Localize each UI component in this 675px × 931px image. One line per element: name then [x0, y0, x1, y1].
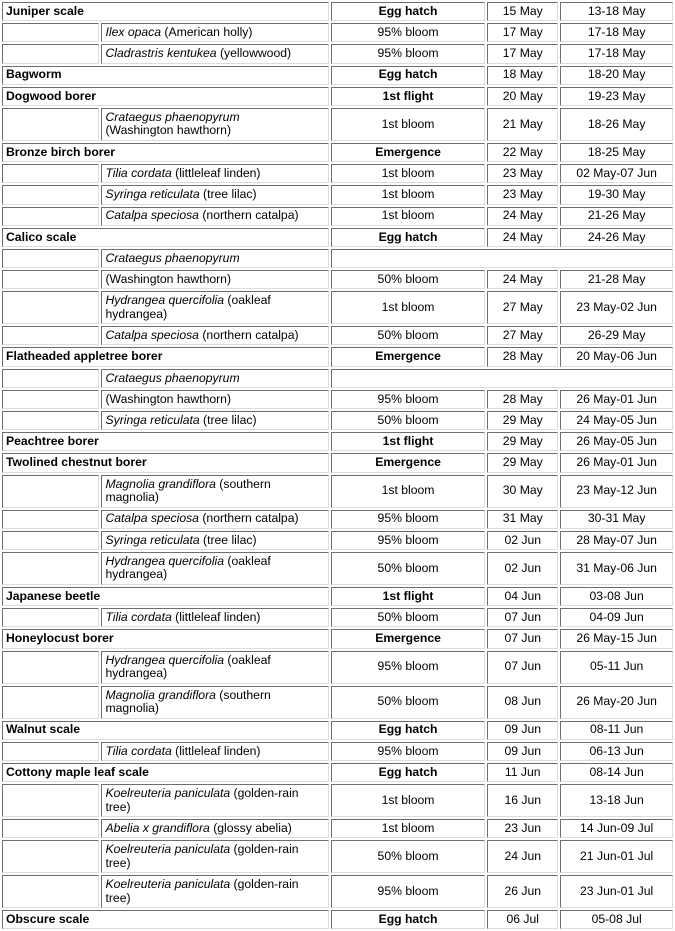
scientific-name: Crataegus phaenopyrum [105, 250, 240, 265]
scientific-name: Catalpa speciosa [105, 511, 199, 526]
common-name: (Washington hawthorn) [105, 271, 232, 286]
host-plant-cell [101, 651, 328, 684]
event-cell: Egg hatch [331, 721, 485, 740]
event-cell: 1st flight [331, 587, 485, 606]
indent-cell [2, 651, 99, 684]
common-name: (northern catalpa) [198, 511, 299, 526]
host-plant-cell [101, 531, 328, 550]
pest-name-cell: Japanese beetle [2, 587, 329, 606]
date-range-cell: 19-23 May [560, 87, 673, 106]
date-range-cell: 26 May-15 Jun [560, 629, 673, 648]
date-range-cell: 26 May-20 Jun [560, 686, 673, 719]
scientific-name: Hydrangea quercifolia [105, 293, 225, 308]
pest-row [2, 143, 673, 162]
event-cell: 1st bloom [331, 475, 485, 508]
scientific-name: Catalpa speciosa [105, 328, 199, 343]
date-range-cell: 04-09 Jun [560, 608, 673, 627]
scientific-name: Koelreuteria paniculata [105, 877, 231, 892]
event-cell: 1st bloom [331, 291, 485, 324]
date-cell: 09 Jun [487, 721, 558, 740]
host-plant-cell [101, 784, 328, 817]
scientific-name: Crataegus phaenopyrum [105, 110, 240, 125]
date-cell: 31 May [487, 510, 558, 529]
host-plant-cell [101, 291, 328, 324]
date-cell: 09 Jun [487, 742, 558, 761]
pest-name-cell: Juniper scale [2, 2, 329, 21]
plant-row [2, 291, 673, 324]
scientific-name: Tilia cordata [105, 610, 172, 625]
common-name: (American holly) [161, 25, 253, 40]
scientific-name: Magnolia grandiflora [105, 476, 216, 491]
event-cell: Egg hatch [331, 2, 485, 21]
host-plant-cell [101, 207, 328, 226]
plant-row [2, 249, 673, 268]
pest-name-cell: Obscure scale [2, 910, 329, 929]
event-cell: Egg hatch [331, 910, 485, 929]
event-cell: 1st bloom [331, 185, 485, 204]
indent-cell [2, 742, 99, 761]
date-cell: 16 Jun [487, 784, 558, 817]
scientific-name: Ilex opaca [105, 25, 162, 40]
date-range-cell: 14 Jun-09 Jul [560, 819, 673, 838]
date-cell: 23 Jun [487, 819, 558, 838]
event-cell: 50% bloom [331, 326, 485, 345]
host-plant-cell [101, 270, 328, 289]
common-name: (tree lilac) [199, 532, 257, 547]
plant-row [2, 44, 673, 63]
event-cell: 50% bloom [331, 270, 485, 289]
date-cell: 21 May [487, 108, 558, 141]
date-cell: 04 Jun [487, 587, 558, 606]
date-range-cell: 24-26 May [560, 228, 673, 247]
host-plant-cell [101, 44, 328, 63]
date-cell: 29 May [487, 453, 558, 472]
event-cell: 50% bloom [331, 686, 485, 719]
event-cell: 1st flight [331, 87, 485, 106]
date-range-cell: 20 May-06 Jun [560, 347, 673, 366]
event-cell: 50% bloom [331, 552, 485, 585]
event-cell: Egg hatch [331, 66, 485, 85]
event-cell: 95% bloom [331, 390, 485, 409]
indent-cell [2, 819, 99, 838]
scientific-name: Koelreuteria paniculata [105, 842, 231, 857]
indent-cell [2, 185, 99, 204]
plant-row [2, 510, 673, 529]
event-cell: 1st bloom [331, 207, 485, 226]
date-cell: 02 Jun [487, 531, 558, 550]
common-name: (northern catalpa) [198, 208, 299, 223]
date-cell: 27 May [487, 326, 558, 345]
event-cell: 95% bloom [331, 510, 485, 529]
indent-cell [2, 510, 99, 529]
scientific-name: Cladrastris kentukea [105, 46, 217, 61]
date-cell: 28 May [487, 347, 558, 366]
date-cell: 08 Jun [487, 686, 558, 719]
indent-cell [2, 291, 99, 324]
indent-cell [2, 23, 99, 42]
plant-row [2, 164, 673, 183]
date-cell: 02 Jun [487, 552, 558, 585]
scientific-name: Crataegus phaenopyrum [105, 370, 240, 385]
host-plant-cell [101, 369, 328, 388]
plant-row [2, 531, 673, 550]
date-range-cell: 31 May-06 Jun [560, 552, 673, 585]
host-plant-cell [101, 164, 328, 183]
date-cell: 26 Jun [487, 875, 558, 908]
plant-row [2, 23, 673, 42]
host-plant-cell [101, 23, 328, 42]
plant-row [2, 411, 673, 430]
pest-row [2, 347, 673, 366]
pest-name-cell: Cottony maple leaf scale [2, 763, 329, 782]
date-range-cell: 23 Jun-01 Jul [560, 875, 673, 908]
plant-row [2, 185, 673, 204]
common-name: (Washington hawthorn) [105, 391, 232, 406]
host-plant-cell [101, 552, 328, 585]
date-range-cell: 28 May-07 Jun [560, 531, 673, 550]
event-cell: 1st bloom [331, 164, 485, 183]
date-cell: 28 May [487, 390, 558, 409]
date-range-cell: 08-11 Jun [560, 721, 673, 740]
event-cell: Emergence [331, 347, 485, 366]
date-cell: 17 May [487, 23, 558, 42]
host-plant-cell [101, 390, 328, 409]
scientific-name: Hydrangea quercifolia [105, 652, 225, 667]
date-range-cell: 13-18 May [560, 2, 673, 21]
scientific-name: Tilia cordata [105, 166, 172, 181]
plant-row [2, 784, 673, 817]
plant-row [2, 742, 673, 761]
common-name: (oakleaf hydrangea) [105, 293, 271, 321]
host-plant-cell [101, 840, 328, 873]
plant-row [2, 475, 673, 508]
event-cell: Emergence [331, 453, 485, 472]
event-cell: Egg hatch [331, 228, 485, 247]
common-name: (golden-rain tree) [105, 786, 299, 814]
event-cell: Emergence [331, 143, 485, 162]
indent-cell [2, 840, 99, 873]
indent-cell [2, 875, 99, 908]
date-range-cell: 24 May-05 Jun [560, 411, 673, 430]
pest-name-cell: Walnut scale [2, 721, 329, 740]
event-cell: 95% bloom [331, 23, 485, 42]
host-plant-cell [101, 819, 328, 838]
common-name: (tree lilac) [199, 412, 257, 427]
indent-cell [2, 270, 99, 289]
empty-span-cell [331, 249, 673, 268]
scientific-name: Magnolia grandiflora [105, 687, 216, 702]
pest-name-cell: Twolined chestnut borer [2, 453, 329, 472]
date-range-cell: 13-18 Jun [560, 784, 673, 817]
scientific-name: Tilia cordata [105, 743, 172, 758]
event-cell: 95% bloom [331, 44, 485, 63]
scientific-name: Syringa reticulata [105, 532, 200, 547]
date-cell: 29 May [487, 432, 558, 451]
scientific-name: Syringa reticulata [105, 187, 200, 202]
date-range-cell: 26 May-01 Jun [560, 453, 673, 472]
common-name: (southern magnolia) [105, 476, 271, 505]
pest-row [2, 2, 673, 21]
indent-cell [2, 531, 99, 550]
date-cell: 07 Jun [487, 651, 558, 684]
date-cell: 07 Jun [487, 629, 558, 648]
date-range-cell: 23 May-12 Jun [560, 475, 673, 508]
date-cell: 29 May [487, 411, 558, 430]
indent-cell [2, 608, 99, 627]
common-name: (golden-rain tree) [105, 842, 299, 870]
host-plant-cell [101, 686, 328, 719]
plant-row [2, 207, 673, 226]
common-name: (tree lilac) [199, 187, 257, 202]
pest-name-cell: Flatheaded appletree borer [2, 347, 329, 366]
pest-row [2, 763, 673, 782]
host-plant-cell [101, 742, 328, 761]
date-cell: 07 Jun [487, 608, 558, 627]
date-cell: 30 May [487, 475, 558, 508]
date-range-cell: 30-31 May [560, 510, 673, 529]
event-cell: 95% bloom [331, 875, 485, 908]
indent-cell [2, 326, 99, 345]
common-name: (Washington hawthorn) [105, 123, 232, 138]
indent-cell [2, 164, 99, 183]
indent-cell [2, 411, 99, 430]
common-name: (oakleaf hydrangea) [105, 554, 271, 582]
common-name: (golden-rain tree) [105, 877, 299, 905]
indent-cell [2, 784, 99, 817]
indent-cell [2, 475, 99, 508]
pest-name-cell: Bagworm [2, 66, 329, 85]
event-cell: 95% bloom [331, 531, 485, 550]
plant-row [2, 552, 673, 585]
date-cell: 23 May [487, 185, 558, 204]
date-range-cell: 26-29 May [560, 326, 673, 345]
scientific-name: Abelia x grandiflora [105, 820, 210, 835]
date-cell: 24 Jun [487, 840, 558, 873]
scientific-name: Syringa reticulata [105, 412, 200, 427]
indent-cell [2, 44, 99, 63]
plant-row [2, 686, 673, 719]
indent-cell [2, 686, 99, 719]
pest-row [2, 87, 673, 106]
pest-name-cell: Calico scale [2, 228, 329, 247]
indent-cell [2, 249, 99, 268]
date-range-cell: 17-18 May [560, 23, 673, 42]
event-cell: 1st bloom [331, 819, 485, 838]
date-range-cell: 18-25 May [560, 143, 673, 162]
common-name: (littleleaf linden) [171, 166, 261, 181]
date-range-cell: 06-13 Jun [560, 742, 673, 761]
date-cell: 17 May [487, 44, 558, 63]
pest-name-cell: Peachtree borer [2, 432, 329, 451]
pest-name-cell: Honeylocust borer [2, 629, 329, 648]
event-cell: Egg hatch [331, 763, 485, 782]
event-cell: 1st bloom [331, 108, 485, 141]
pest-name-cell: Bronze birch borer [2, 143, 329, 162]
indent-cell [2, 207, 99, 226]
event-cell: 1st flight [331, 432, 485, 451]
date-range-cell: 26 May-05 Jun [560, 432, 673, 451]
indent-cell [2, 369, 99, 388]
host-plant-cell [101, 475, 328, 508]
date-cell: 22 May [487, 143, 558, 162]
date-cell: 18 May [487, 66, 558, 85]
common-name: (littleleaf linden) [171, 743, 261, 758]
event-cell: 50% bloom [331, 608, 485, 627]
indent-cell [2, 108, 99, 141]
host-plant-cell [101, 510, 328, 529]
indent-cell [2, 390, 99, 409]
date-range-cell: 23 May-02 Jun [560, 291, 673, 324]
host-plant-cell [101, 108, 328, 141]
date-range-cell: 05-11 Jun [560, 651, 673, 684]
date-range-cell: 18-20 May [560, 66, 673, 85]
host-plant-cell [101, 411, 328, 430]
date-range-cell: 19-30 May [560, 185, 673, 204]
scientific-name: Hydrangea quercifolia [105, 554, 225, 569]
date-range-cell: 03-08 Jun [560, 587, 673, 606]
host-plant-cell [101, 185, 328, 204]
event-cell: 50% bloom [331, 840, 485, 873]
common-name: (oakleaf hydrangea) [105, 652, 271, 680]
event-cell: 95% bloom [331, 651, 485, 684]
empty-span-cell [331, 369, 673, 388]
pest-row [2, 228, 673, 247]
date-cell: 24 May [487, 270, 558, 289]
pest-row [2, 721, 673, 740]
date-cell: 24 May [487, 228, 558, 247]
date-range-cell: 17-18 May [560, 44, 673, 63]
common-name: (northern catalpa) [198, 328, 299, 343]
plant-row [2, 369, 673, 388]
date-range-cell: 21-26 May [560, 207, 673, 226]
date-cell: 24 May [487, 207, 558, 226]
date-range-cell: 02 May-07 Jun [560, 164, 673, 183]
indent-cell [2, 552, 99, 585]
plant-row [2, 840, 673, 873]
pest-name-cell: Dogwood borer [2, 87, 329, 106]
event-cell: Emergence [331, 629, 485, 648]
common-name: (littleleaf linden) [171, 610, 261, 625]
date-cell: 11 Jun [487, 763, 558, 782]
plant-row [2, 390, 673, 409]
event-cell: 50% bloom [331, 411, 485, 430]
host-plant-cell [101, 608, 328, 627]
pest-row [2, 629, 673, 648]
event-cell: 95% bloom [331, 742, 485, 761]
date-cell: 15 May [487, 2, 558, 21]
date-cell: 27 May [487, 291, 558, 324]
phenology-table-body [2, 2, 673, 929]
pest-row [2, 432, 673, 451]
date-cell: 06 Jul [487, 910, 558, 929]
date-range-cell: 21-28 May [560, 270, 673, 289]
plant-row [2, 608, 673, 627]
plant-row [2, 875, 673, 908]
pest-row [2, 587, 673, 606]
date-range-cell: 08-14 Jun [560, 763, 673, 782]
date-range-cell: 26 May-01 Jun [560, 390, 673, 409]
event-cell: 1st bloom [331, 784, 485, 817]
pest-row [2, 453, 673, 472]
date-cell: 23 May [487, 164, 558, 183]
plant-row [2, 108, 673, 141]
host-plant-cell [101, 326, 328, 345]
host-plant-cell [101, 249, 328, 268]
plant-row [2, 819, 673, 838]
date-range-cell: 21 Jun-01 Jul [560, 840, 673, 873]
scientific-name: Koelreuteria paniculata [105, 786, 231, 801]
pest-row [2, 910, 673, 929]
scientific-name: Catalpa speciosa [105, 208, 199, 223]
plant-row [2, 651, 673, 684]
plant-row [2, 326, 673, 345]
date-cell: 20 May [487, 87, 558, 106]
common-name: (glossy abelia) [209, 820, 292, 835]
common-name: (southern magnolia) [105, 687, 271, 715]
pest-row [2, 66, 673, 85]
common-name: (yellowwood) [216, 46, 292, 61]
host-plant-cell [101, 875, 328, 908]
date-range-cell: 05-08 Jul [560, 910, 673, 929]
plant-row [2, 270, 673, 289]
date-range-cell: 18-26 May [560, 108, 673, 141]
